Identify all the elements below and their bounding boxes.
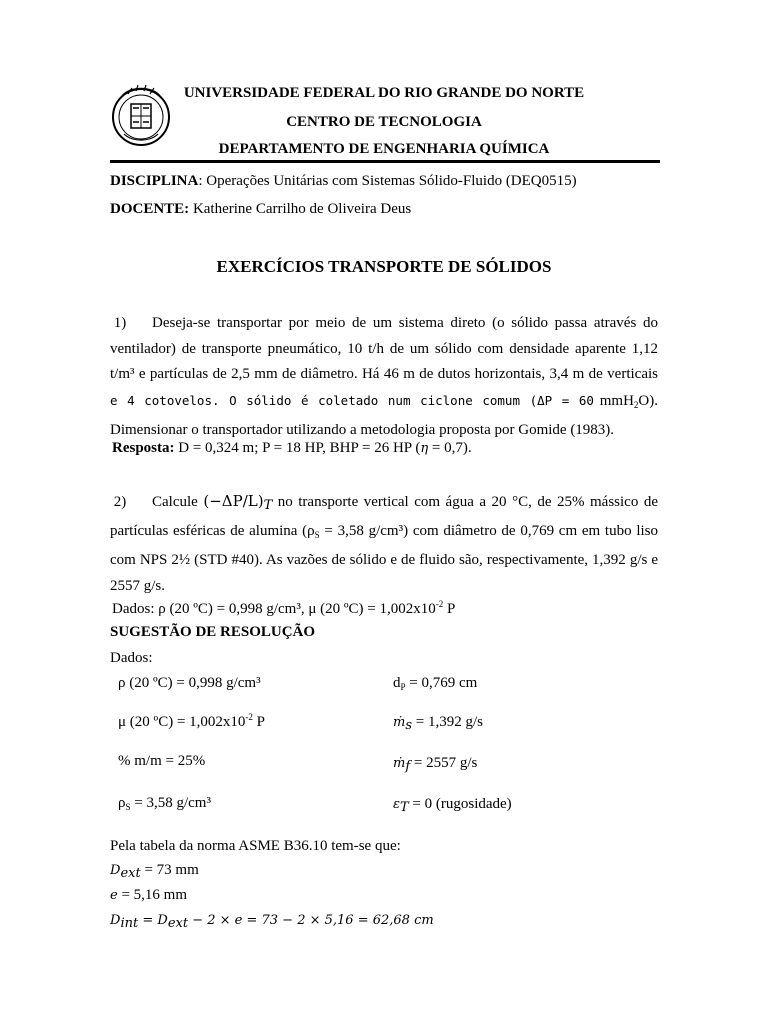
resolution-title: SUGESTÃO DE RESOLUÇÃO — [110, 624, 316, 640]
question-1-number: 1) — [113, 315, 127, 331]
question-1-answer: Resposta: D = 0,324 m; P = 18 HP, BHP = 26 HP (η = 0,7). — [112, 440, 472, 456]
data-mf: ṁ$_f$ = 2557 g/s — [393, 755, 478, 774]
question-2-number: 2) — [113, 494, 127, 510]
question-1: 1) Deseja-se transportar por meio de um sistema direto (o sólido passa através do ventilador) de transporte pneumático, 10 t/h de um sólido com densidade aparente 1,12 t/m³ e partículas de 2,5 mm de diâmetro. Há 46 m de dutos horizontais, 3,4 m de verticais e 4 cotovelos. O sólido é coletado num ciclone comum (ΔP = 60 mmH$_2$O). Dimensionar o transportador utilizando a metodologia proposta por Gomide (1983). — [110, 311, 658, 444]
department-name: DEPARTAMENTO DE ENGENHARIA QUÍMICA — [218, 141, 550, 157]
teacher-label: DOCENTE: — [110, 201, 190, 217]
data-rho: ρ (20 ºC) = 0,998 g/cm³ — [118, 675, 261, 691]
answer-label: Resposta: — [112, 440, 175, 456]
d-ext-line: $D_{ext} = 73$ mm — [110, 862, 199, 881]
university-name: UNIVERSIDADE FEDERAL DO RIO GRANDE DO NORTE — [183, 85, 585, 101]
data-mu: μ (20 ºC) = $1,002x10^{-2}$ P — [118, 712, 265, 730]
teacher-line — [110, 201, 411, 218]
data-epsilon: $\varepsilon_T = 0$ (rugosidade) — [393, 796, 512, 815]
data-dp: $d_P = 0,769$ cm — [393, 675, 478, 692]
discipline-line — [110, 173, 577, 190]
thickness-line: e = 5,16 mm — [110, 887, 187, 903]
pressure-gradient-formula: $(-\Delta P/L)_T$ — [203, 492, 273, 513]
data-ms: ṁ$_s$ = 1,392 g/s — [393, 714, 483, 733]
resolution-dados: Dados: — [110, 650, 153, 666]
d-int-line: $D_{int} = D_{ext} - 2 \times e = 73 - 2 \times 5,16 = 62,68$ cm — [110, 913, 434, 931]
discipline-value: : Operações Unitárias com Sistemas Sólido-Fluido (DEQ0515) — [198, 173, 577, 189]
header-divider — [110, 160, 660, 163]
question-1-text-mono: e 4 cotovelos. O sólido é coletado num ciclone comum (ΔP = 60 — [110, 392, 594, 408]
teacher-value: Katherine Carrilho de Oliveira Deus — [189, 201, 412, 217]
question-2: 2) Calcule $(-\Delta P/L)_T$ no transporte vertical com água a 20 °C, de 25% mássico de partículas esféricas de alumina ($\rho_S = 3,58$ g/cm³) com diâmetro de 0,769 cm em tubo liso com NPS 2½ (STD #40). As vazões de sólido e de fluido são, respectivamente, 1,392 g/s e 2557 g/s. — [110, 492, 659, 594]
question-1-text-a: Deseja-se transportar por meio de um sistema direto (o sólido passa através do ventilador) de transporte pneumático, 10 t/h de um sólido com densidade aparente 1,12 t/m³ e partículas de 2,5 mm de diâmetro. Há 46 m de dutos horizontais, 3,4 m de verticais — [110, 315, 658, 383]
discipline-label: DISCIPLINA — [110, 173, 199, 189]
page-title: EXERCÍCIOS TRANSPORTE DE SÓLIDOS — [216, 257, 552, 276]
center-name: CENTRO DE TECNOLOGIA — [286, 114, 482, 130]
data-rho-s: $\rho_S = 3,58$ g/cm³ — [118, 795, 211, 812]
question-2-data: Dados: ρ (20 ºC) = 0,998 g/cm³, μ (20 ºC) = $1,002x10^{-2}$ P — [112, 599, 456, 617]
data-mass-fraction: % m/m = 25% — [118, 753, 206, 769]
asme-table-line: Pela tabela da norma ASME B36.10 tem-se que: — [110, 838, 401, 854]
